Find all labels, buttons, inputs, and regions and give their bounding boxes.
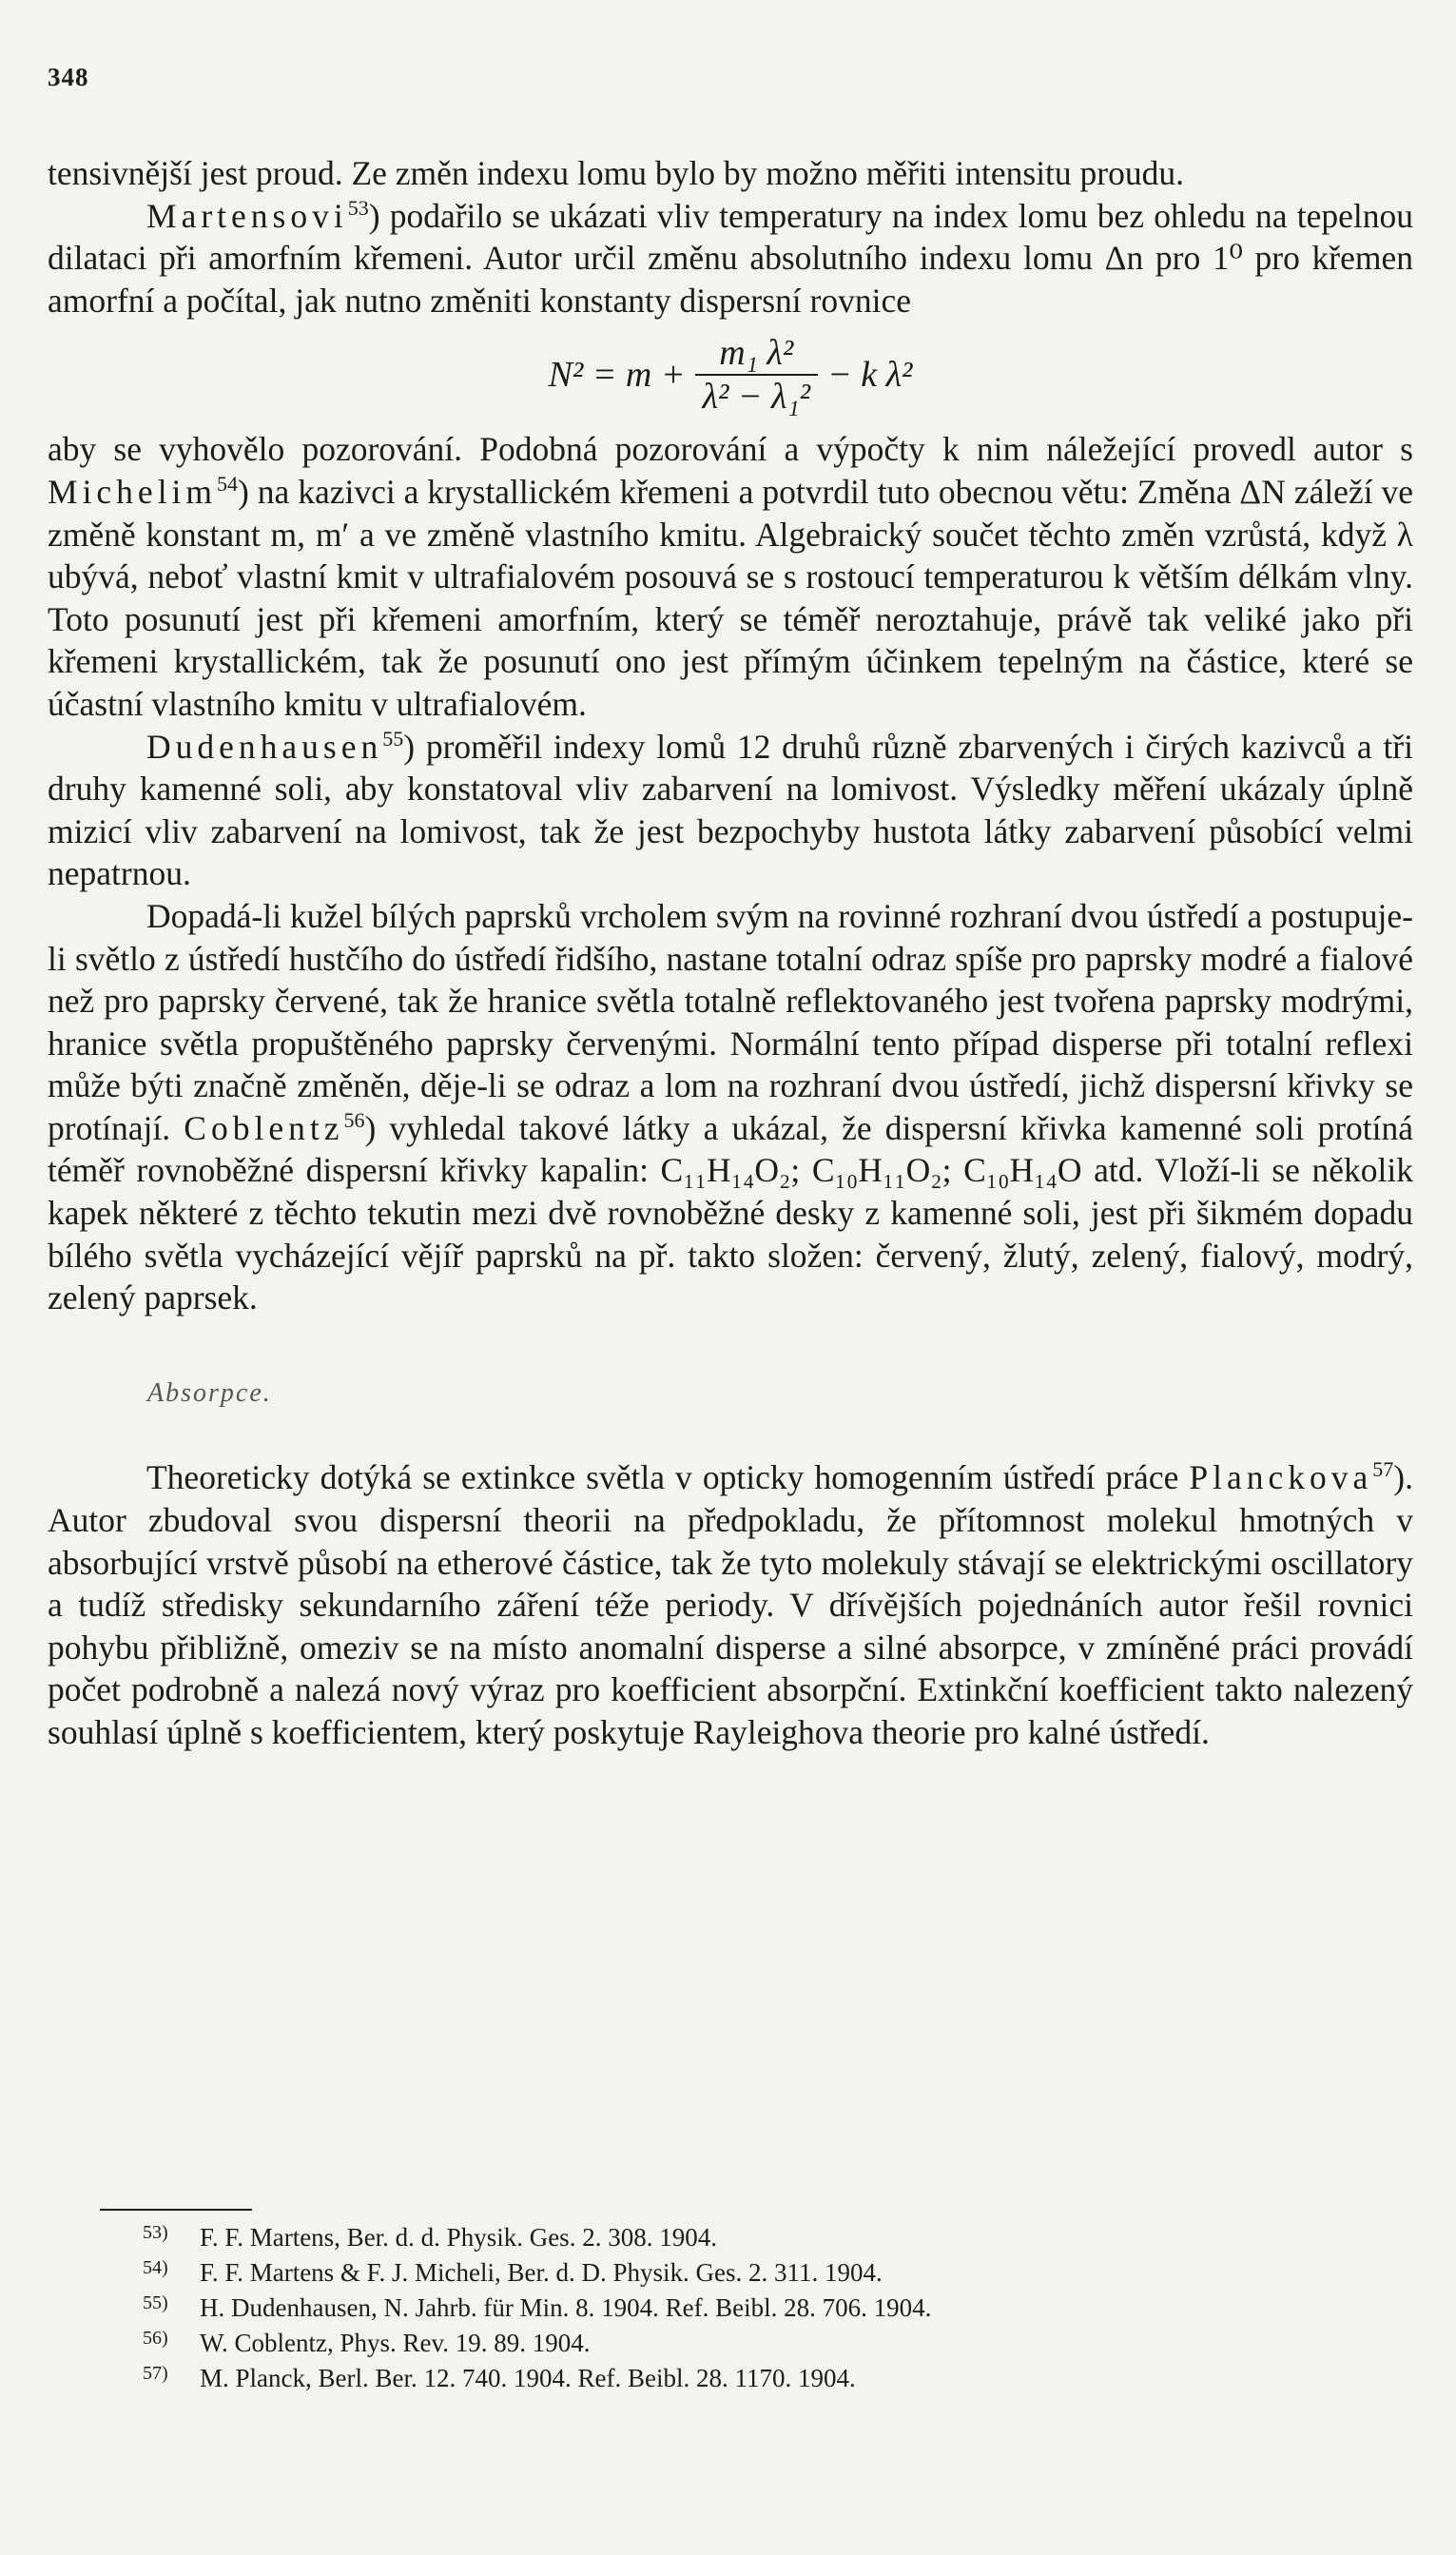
paragraph-3-text-b: ) na kazivci a krystallickém křemeni a potvrdil tuto obecnou větu: Změna ΔN záleží ve změně konstant m, m′ a ve změně vlastního kmitu. Algebraický součet těchto změn vzrůstá, když λ ubývá, neboť vlastní kmit v ultrafialovém posouvá se s rostoucí temperaturou k větším délkám vlny. Toto posunutí jest při křemeni amorfním, který se téměř neroztahuje, právě tak veliké jako při křemeni krystallickém, tak že posunutí ono jest přímým účinkem tepelným na částice, které se účastní vlastního kmitu v ultrafialovém. bbox=[48, 472, 1413, 723]
author-micheli: Michelim bbox=[48, 472, 218, 511]
footnote-ref-57[interactable]: 57 bbox=[1372, 1457, 1394, 1482]
paragraph-5-text-b: ) vyhledal takové látky a ukázal, že dispersní křivka kamenné soli protíná téměř rovnoběžné dispersní křivky kapalin: C₁₁H₁₄O₂; C₁₀H₁₁O₂; C₁₀H₁₄O atd. Vloží-li se několik kapek některé z těchto tekutin mezi dvě rovnoběžné desky z kamenné soli, jest při šikmém dopadu bílého světla vycházející vějíř paprsků na př. takto složen: červený, žlutý, zelený, fialový, modrý, zelený paprsek. bbox=[48, 1108, 1414, 1317]
paragraph-4-text: ) proměřil indexy lomů 12 druhů různě zbarvených i čirých kazivců a tři druhy kamenné soli, aby konstatoval vliv zabarvení na lomivost. Výsledky měření ukázaly úplně mizicí vliv zabarvení na lomivost, tak že jest bezpochyby hustota látky zabarvení působící velmi nepatrnou. bbox=[48, 727, 1413, 893]
page-number: 348 bbox=[48, 63, 89, 91]
paragraph-3 bbox=[48, 428, 1413, 725]
dispersion-equation bbox=[48, 322, 1413, 428]
equation-tail: − k λ² bbox=[827, 355, 913, 396]
equation-lhs: N² = m + bbox=[548, 355, 686, 396]
footnote-text: W. Coblentz, Phys. Rev. 19. 89. 1904. bbox=[200, 2329, 591, 2357]
footnote-ref-53[interactable]: 53 bbox=[347, 195, 369, 220]
paragraph-2 bbox=[48, 195, 1413, 322]
footnote-ref-56[interactable]: 56 bbox=[343, 1108, 365, 1133]
footnote-mark: 55) bbox=[143, 2292, 168, 2313]
footnote-ref-55[interactable]: 55 bbox=[382, 726, 404, 751]
footnote-divider bbox=[100, 2209, 252, 2211]
footnote-text: F. F. Martens & F. J. Micheli, Ber. d. D. Physik. Ges. 2. 311. 1904. bbox=[200, 2258, 883, 2287]
footnote-ref-54[interactable]: 54 bbox=[217, 472, 239, 497]
footnote-text: M. Planck, Berl. Ber. 12. 740. 1904. Ref. Beibl. 28. 1170. 1904. bbox=[200, 2364, 856, 2392]
body-text bbox=[48, 152, 1413, 1754]
footnote-mark: 53) bbox=[143, 2222, 168, 2243]
author-planck: Planckova bbox=[1189, 1458, 1373, 1497]
footnote-mark: 54) bbox=[143, 2257, 168, 2278]
footnote-text: H. Dudenhausen, N. Jahrb. für Min. 8. 1904. Ref. Beibl. 28. 706. 1904. bbox=[200, 2293, 932, 2322]
paragraph-4 bbox=[48, 726, 1413, 895]
author-coblentz: Coblentz bbox=[184, 1108, 344, 1147]
paragraph-1-text: tensivnější jest proud. Ze změn indexu lomu bylo by možno měřiti intensitu proudu. bbox=[48, 154, 1184, 192]
paragraph-3-text-a: aby se vyhovělo pozorování. Podobná pozorování a výpočty k nim náležející provedl autor s bbox=[48, 430, 1413, 469]
paragraph-1 bbox=[48, 152, 1413, 195]
footnote-mark: 57) bbox=[143, 2363, 168, 2384]
equation-denominator: λ² − λ₁² bbox=[695, 374, 819, 419]
footnote-mark: 56) bbox=[143, 2328, 168, 2349]
footnotes bbox=[143, 2220, 1379, 2396]
paragraph-5-text-a: Dopadá-li kužel bílých paprsků vrcholem svým na rovinné rozhraní dvou ústředí a postupuje-li světlo z ústředí hustčího do ústředí řidšího, nastane totalní odraz spíše pro paprsky modré a fialové než pro paprsky červené, tak že hranice světla totalně reflektovaného jest tvořena paprsky modrými, hranice světla propuštěného paprsky červenými. Normální tento případ disperse při totalní reflexi může býti značně změněn, děje-li se odraz a lom na rozhraní dvou ústředí, jichž dispersní křivky se protínají. bbox=[48, 896, 1413, 1147]
author-dudenhausen: Dudenhausen bbox=[146, 727, 383, 766]
footnote-text: F. F. Martens, Ber. d. d. Physik. Ges. 2. 308. 1904. bbox=[200, 2223, 717, 2252]
equation-fraction bbox=[695, 332, 819, 419]
paragraph-6-text-a: Theoreticky dotýká se extinkce světla v opticky homogenním ústředí práce bbox=[146, 1458, 1179, 1497]
section-heading: Absorpce. bbox=[147, 1377, 272, 1408]
footnote-53 bbox=[143, 2220, 1379, 2255]
footnote-54 bbox=[143, 2255, 1379, 2291]
footnote-56 bbox=[143, 2326, 1379, 2361]
footnote-55 bbox=[143, 2291, 1379, 2326]
paragraph-6-text-b: ). Autor zbudoval svou dispersní theorii na předpokladu, že přítomnost molekul hmotných v absorbující vrstvě působí na etherové částice, tak že tyto molekuly stávají se elektrickými oscillatory a tudíž středisky sekundarního záření téže periody. V dřívějších pojednáních autor řešil rovnici pohybu přibližně, omeziv se na místo anomalní disperse a silné absorpce, v zmíněné práci provádí počet podrobně a nalezá nový výraz pro koefficient absorpční. Extinkční koefficient takto nalezený souhlasí úplně s koefficientem, který poskytuje Rayleighova theorie pro kalné ústředí. bbox=[48, 1458, 1413, 1751]
author-martens: Martensovi bbox=[146, 196, 348, 235]
paragraph-6 bbox=[48, 1456, 1413, 1753]
equation-numerator: m₁ λ² bbox=[719, 332, 794, 373]
footnote-57 bbox=[143, 2361, 1379, 2396]
paragraph-2-text: ) podařilo se ukázati vliv temperatury na index lomu bez ohledu na tepelnou dilataci při amorfním křemeni. Autor určil změnu absolutního indexu lomu Δn pro 1⁰ pro křemen amorfní a počítal, jak nutno změniti konstanty dispersní rovnice bbox=[48, 196, 1413, 320]
paragraph-5 bbox=[48, 895, 1413, 1319]
